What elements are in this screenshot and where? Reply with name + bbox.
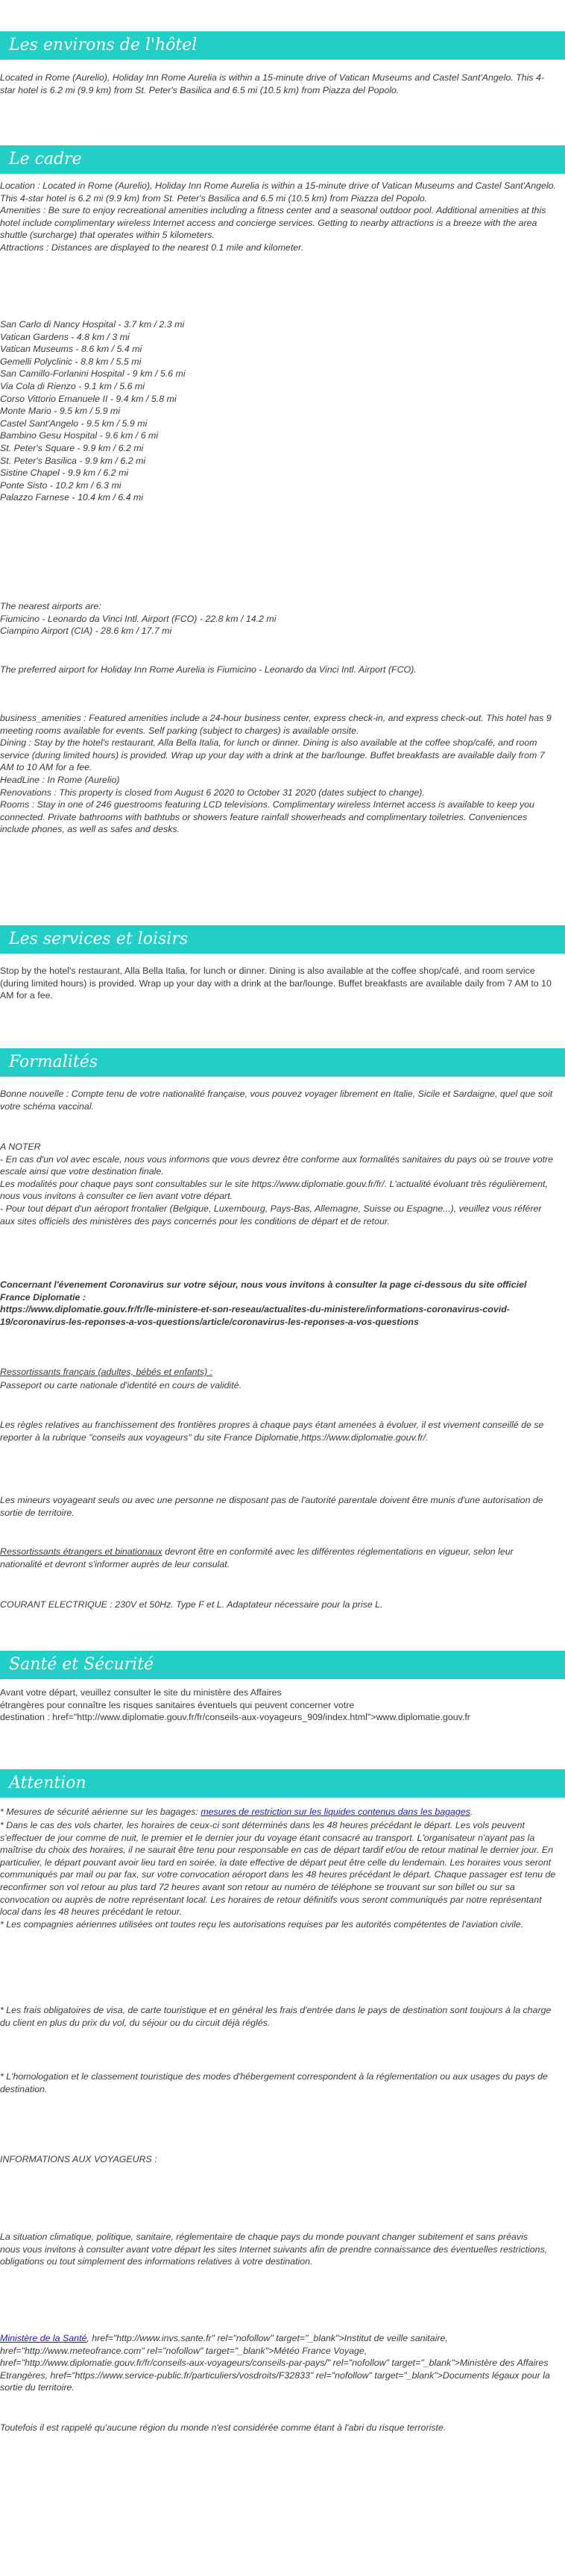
- formalites-regles: Les règles relatives au franchissement des frontières propres à chaque pays étant amenées à évoluer, il est vivement conseillé de se reporter à la rubrique "conseils aux voyageurs" du site France Diplomatie,https://www.diplomatie.gouv.fr/.: [0, 1420, 546, 1443]
- section-title-services: Les services et loisirs: [9, 930, 189, 948]
- attention-horaires: * Dans le cas des vols charter, les horaires de ceux-ci sont déterminés dans les 48 heures précédant le départ. Les vols peuvent s'effectuer de jour comme de nuit, le premier et le dernier jour du voyage étant consacré au transport. L'organisateur n'ayant pas la maîtrise du choix des horaires, il ne saurait être tenu pour responsable en cas de départ tardif et/ou de retour matinal le dernier jour. En particulier, le départ pouvant avoir lieu tard en soirée, la date effective de départ peut être celle du lendemain. Les horaires vous seront communiqués par mail ou par fax, sur votre convocation aéroport dans les 48 heures précédant le départ. Chaque passager est tenu de reconfirmer son vol retour au plus tard 72 heures avant son retour au numéro de téléphone se trouvant sur son billet ou sur sa convocation ou auprès de notre représentant local. Les horaires de retour définitifs vous seront communiqués par notre représentant local dans les 48 heures précédant le retour. * Les compagnies aériennes utilisées ont toutes reçu les autorisations requises par les autorités compétentes de l'aviation civile.: [0, 1820, 556, 1930]
- services-text: Stop by the hotel's restaurant, Alla Bella Italia, for lunch or dinner. Dining is also available at the coffee shop/café, and room service (during limited hours) is provided. Wrap up your day with a drink at the bar/lounge. Buffet breakfasts are available daily from 7 AM to 10 AM for a fee.: [0, 966, 554, 1001]
- section-header-environs: [0, 31, 565, 60]
- cadre-preferred-airport: The preferred airport for Holiday Inn Rome Aurelia is Fiumicino - Leonardo da Vinci Intl. Airport (FCO).: [0, 664, 417, 675]
- attention-frais: * Les frais obligatoires de visa, de carte touristique et en général les frais d'entrée dans le pays de destination sont toujours à la charge du client en plus du prix du vol, du séjour ou du circuit déjà réglés.: [0, 2005, 554, 2028]
- formalites-a-noter: A NOTER - En cas d'un vol avec escale, nous vous informons que vous devrez être conforme aux formalités sanitaires du pays où se trouve votre escale ainsi que votre destination finale. Les modalités pour chaque pays sont consultables sur le site https://www.diplomatie.gouv.fr/fr/. L'actualité évoluant très régulièrement, nous vous invitons à consulter ce lien avant votre départ. - Pour tout départ d'un aéroport frontalier (Belgique, Luxembourg, Pays-Bas, Allemagne, Suisse ou Espagne...), veuillez vous référer aux sites officiels des ministères des pays concernés pour les conditions de départ et de retour.: [0, 1141, 554, 1226]
- section-title-formalites: Formalités: [9, 1053, 98, 1071]
- attention-mesures-suffix: .: [470, 1807, 473, 1817]
- formalites-fr-heading: Ressortissants français (adultes, bébés et enfants) :: [0, 1367, 213, 1377]
- environs-text: Located in Rome (Aurelio), Holiday Inn Rome Aurelia is within a 15-minute drive of Vatican Museums and Castel Sant'Angelo. This 4-star hotel is 6.2 mi (9.9 km) from St. Peter's Basilica and 6.5 mi (10.5 km) from Piazza del Popolo.: [0, 72, 545, 95]
- formalites-etrangers: [0, 1546, 556, 1570]
- formalites-mineurs: Les mineurs voyageant seuls ou avec une personne ne disposant pas de l'autorité parentale doivent être munis d'une autorisation de sortie de territoire.: [0, 1495, 546, 1518]
- section-title-environs: Les environs de l'hôtel: [9, 36, 198, 54]
- formalites-intro: Bonne nouvelle : Compte tenu de votre nationalité française, vous pouvez voyager librement en Italie, Sicile et Sardaigne, quel que soit votre schéma vaccinal.: [0, 1089, 555, 1112]
- cadre-business: business_amenities : Featured amenities include a 24-hour business center, express check-in, and express check-out. This hotel has 9 meeting rooms available for events. Self parking (subject to charges) is available onsite. Dining : Stay by the hotel's restaurant, Alla Bella Italia, for lunch or dinner. Dining is also available at the coffee shop/café, and room service (during limited hours) is provided. Wrap up your day with a drink at the bar/lounge. Buffet breakfasts are available daily from 7 AM to 10 AM for a fee. HeadLine : In Rome (Aurelio) Renovations : This property is closed from August 6 2020 to October 31 2020 (dates subject to change). Rooms : Stay in one of 246 guestrooms featuring LCD televisions. Complimentary wireless Internet access is available to keep you connected. Private bathrooms with bathtubs or showers feature rainfall showerheads and complimentary toiletries. Conveniences include phones, as well as safes and desks.: [0, 713, 552, 835]
- section-title-sante: Santé et Sécurité: [9, 1655, 154, 1674]
- attention-homologation: * L'homologation et le classement touristique des modes d'hébergement correspondent à la réglementation ou aux usages du pays de destination.: [0, 2071, 551, 2094]
- formalites-etrangers-heading: Ressortissants étrangers et binationaux: [0, 1546, 162, 1557]
- attention-mesures: [0, 1806, 556, 1818]
- formalites-coronavirus: Concernant l'évenement Coronavirus sur votre séjour, nous vous invitons à consulter la page ci-dessous du site officiel France Diplomatie : https://www.diplomatie.gouv.fr/fr/le-ministere-et-son-reseau/actualites-du-ministere/informations-coronavirus-covid-19/coronavirus-les-reponses-a-vos-questions/article/coronavirus-les-reponses-a-vos-questions: [0, 1279, 527, 1327]
- cadre-airports: The nearest airports are: Fiumicino - Leonardo da Vinci Intl. Airport (FCO) - 22.8 km / 14.2 mi Ciampino Airport (CIA) - 28.6 km / 17.7 mi: [0, 601, 277, 637]
- section-header-services: [0, 925, 565, 954]
- formalites-etrangers-text: devront être en conformité avec les différentes réglementations en vigueur, selon leur nationalité et devront s'informer auprès de leur consulat.: [0, 1546, 517, 1569]
- section-title-attention: Attention: [9, 1774, 86, 1792]
- attention-sites-text: , href="http://www.invs.sante.fr" rel="nofollow" target="_blank">Institut de veille sanitaire, href="http://www.meteofrance.com" rel="nofollow" target="_blank">Météo France Voyage, href="http://www.diplomatie.gouv.fr/fr/conseils-aux-voyageurs/conseils-par-pays/" rel="nofollow" target="_blank">Ministère des Affaires Etrangères, href="https://www.service-public.fr/particuliers/vosdroits/F32833" rel="nofollow" target="_blank">Documents légaux pour la sortie du territoire.: [0, 2333, 553, 2393]
- section-header-attention: [0, 1769, 565, 1798]
- liquids-restriction-link[interactable]: mesures de restriction sur les liquides contenus dans les bagages: [201, 1807, 470, 1817]
- section-title-cadre: Le cadre: [9, 150, 82, 169]
- section-header-sante: [0, 1651, 565, 1679]
- section-header-formalites: [0, 1048, 565, 1077]
- attention-situation: La situation climatique, politique, sanitaire, réglementaire de chaque pays du monde pouvant changer subitement et sans préavis nous vous invitons à consulter avant votre départ les sites Internet suivants afin de prendre connaissance des éventuelles restrictions, obligations ou tout simplement des informations relatives à votre destination.: [0, 2232, 548, 2267]
- attention-sites: [0, 2332, 556, 2394]
- cadre-intro: Location : Located in Rome (Aurelio), Holiday Inn Rome Aurelia is within a 15-minute drive of Vatican Museums and Castel Sant'Angelo. This 4-star hotel is 6.2 mi (9.9 km) from St. Peter's Basilica and 6.5 mi (10.5 km) from Piazza del Popolo. Amenities : Be sure to enjoy recreational amenities including a fitness center and a seasonal outdoor pool. Additional amenities at this hotel include complimentary wireless Internet access and concierge services. Getting to nearby attractions is a breeze with the area shuttle (surcharge) that operates within 5 kilometers. Attractions : Distances are displayed to the nearest 0.1 mile and kilometer.: [0, 180, 556, 253]
- cadre-distances: San Carlo di Nancy Hospital - 3.7 km / 2.3 mi Vatican Gardens - 4.8 km / 3 mi Vatican Museums - 8.6 km / 5.4 mi Gemelli Polyclinic - 8.8 km / 5.5 mi San Camillo-Forlanini Hospital - 9 km / 5.6 mi Via Cola di Rienzo - 9.1 km / 5.6 mi Corso Vittorio Emanuele II - 9.4 km / 5.8 mi Monte Mario - 9.5 km / 5.9 mi Castel Sant'Angelo - 9.5 km / 5.9 mi Bambino Gesu Hospital - 9.6 km / 6 mi St. Peter's Square - 9.9 km / 6.2 mi St. Peter's Basilica - 9.9 km / 6.2 mi Sistine Chapel - 9.9 km / 6.2 mi Ponte Sisto - 10.2 km / 6.3 mi Palazzo Farnese - 10.4 km / 6.4 mi: [0, 319, 186, 503]
- formalites-courant: COURANT ELECTRIQUE : 230V et 50Hz. Type F et L. Adaptateur nécessaire pour la prise L.: [0, 1599, 383, 1610]
- ministere-sante-link[interactable]: Ministère de la Santé: [0, 2333, 87, 2343]
- attention-mesures-prefix: * Mesures de sécurité aérienne sur les bagages:: [0, 1807, 201, 1817]
- attention-terrorisme: Toutefois il est rappelé qu'aucune région du monde n'est considérée comme étant à l'abri du risque terroriste.: [0, 2422, 446, 2433]
- formalites-fr-text: Passeport ou carte nationale d'identité en cours de validité.: [0, 1380, 242, 1391]
- section-header-cadre: [0, 145, 565, 174]
- sante-text: Avant votre départ, veuillez consulter le site du ministère des Affaires étrangères pour connaître les risques sanitaires éventuels qui peuvent concerner votre destination : href="http://www.diplomatie.gouv.fr/fr/conseils-aux-voyageurs_909/index.html">www.diplomatie.gouv.fr: [0, 1687, 470, 1723]
- attention-info-heading: INFORMATIONS AUX VOYAGEURS :: [0, 2154, 157, 2164]
